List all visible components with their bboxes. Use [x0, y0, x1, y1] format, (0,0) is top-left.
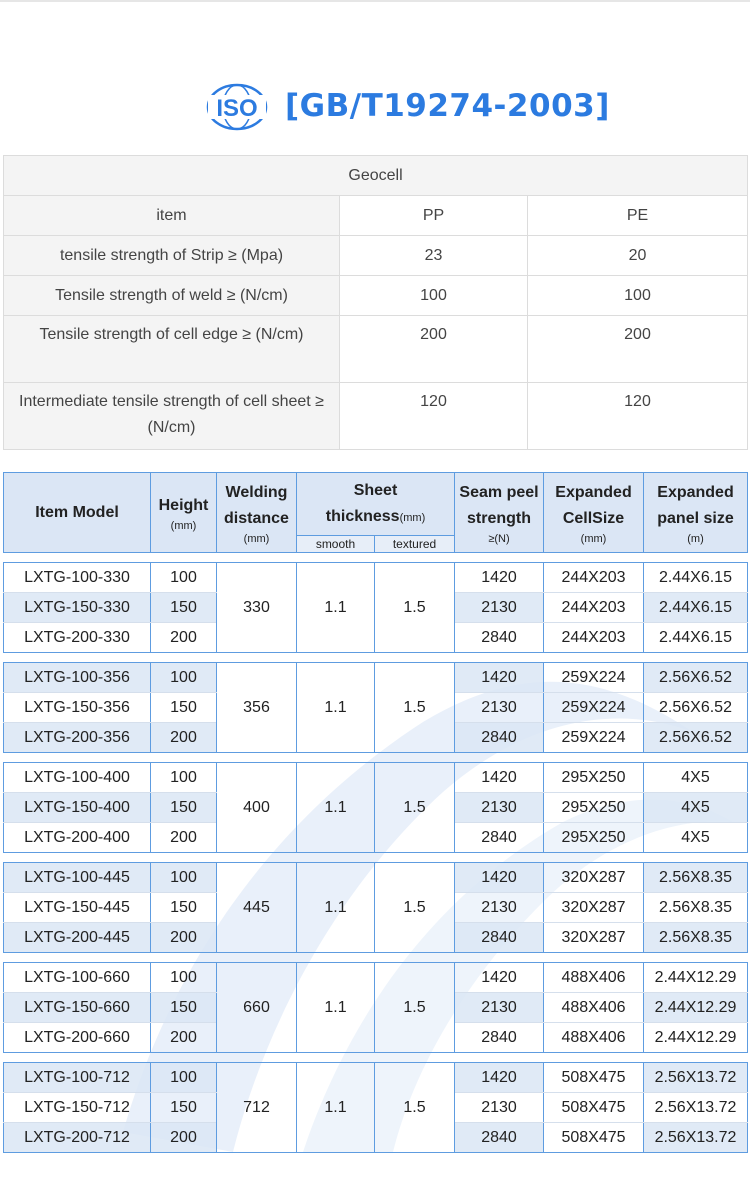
textured-cell: 1.5: [375, 1063, 455, 1153]
cellsize-cell: 295X250: [544, 763, 644, 793]
spec-item: Tensile strength of cell edge ≥ (N/cm): [4, 316, 340, 383]
header-welding-distance: Welding distance (mm): [217, 473, 297, 553]
standard-header: [0, 82, 750, 132]
spec-row: [4, 276, 748, 316]
height-cell: 200: [151, 923, 217, 953]
cellsize-cell: 488X406: [544, 993, 644, 1023]
spec-item: Intermediate tensile strength of cell sheet ≥ (N/cm): [4, 383, 340, 450]
model-cell: LXTG-200-445: [4, 923, 151, 953]
cellsize-cell: 508X475: [544, 1063, 644, 1093]
spec-pe-value: 100: [528, 276, 748, 316]
spec-pe-value: 200: [528, 316, 748, 383]
model-cell: LXTG-200-660: [4, 1023, 151, 1053]
seam-cell: 2130: [455, 993, 544, 1023]
height-cell: 100: [151, 863, 217, 893]
panel-cell: 2.56X13.72: [644, 1063, 748, 1093]
seam-cell: 2840: [455, 623, 544, 653]
smooth-cell: 1.1: [297, 763, 375, 853]
model-cell: LXTG-100-400: [4, 763, 151, 793]
seam-cell: 2840: [455, 723, 544, 753]
textured-cell: 1.5: [375, 563, 455, 653]
cellsize-cell: 488X406: [544, 963, 644, 993]
table-row: [4, 563, 748, 593]
spec-col-pp: PP: [340, 196, 528, 236]
standard-title: [GB/T19274-2003]: [285, 88, 610, 124]
panel-cell: 2.44X6.15: [644, 563, 748, 593]
seam-cell: 2130: [455, 693, 544, 723]
cellsize-cell: 244X203: [544, 593, 644, 623]
model-cell: LXTG-100-712: [4, 1063, 151, 1093]
seam-cell: 2130: [455, 893, 544, 923]
seam-cell: 1420: [455, 563, 544, 593]
panel-cell: 2.56X8.35: [644, 923, 748, 953]
header-item-model: Item Model: [4, 473, 151, 553]
panel-cell: 2.44X12.29: [644, 993, 748, 1023]
spec-col-item: item: [4, 196, 340, 236]
panel-cell: 2.44X12.29: [644, 1023, 748, 1053]
model-cell: LXTG-100-445: [4, 863, 151, 893]
cellsize-cell: 488X406: [544, 1023, 644, 1053]
panel-cell: 2.44X6.15: [644, 623, 748, 653]
table-row: [4, 663, 748, 693]
cellsize-cell: 320X287: [544, 893, 644, 923]
height-cell: 150: [151, 893, 217, 923]
welding-cell: 712: [217, 1063, 297, 1153]
cellsize-cell: 508X475: [544, 1093, 644, 1123]
model-cell: LXTG-150-445: [4, 893, 151, 923]
header-height: Height (mm): [151, 473, 217, 553]
panel-cell: 4X5: [644, 763, 748, 793]
model-cell: LXTG-100-330: [4, 563, 151, 593]
height-cell: 150: [151, 1093, 217, 1123]
seam-cell: 1420: [455, 663, 544, 693]
welding-cell: 356: [217, 663, 297, 753]
model-cell: LXTG-100-356: [4, 663, 151, 693]
iso-logo-text: ISO: [216, 95, 258, 122]
spec-pe-value: 120: [528, 383, 748, 450]
height-cell: 100: [151, 663, 217, 693]
panel-cell: 2.44X12.29: [644, 963, 748, 993]
welding-cell: 445: [217, 863, 297, 953]
table-row: [4, 1063, 748, 1093]
height-cell: 100: [151, 1063, 217, 1093]
panel-cell: 4X5: [644, 793, 748, 823]
model-cell: LXTG-200-330: [4, 623, 151, 653]
smooth-cell: 1.1: [297, 963, 375, 1053]
seam-cell: 2840: [455, 1123, 544, 1153]
model-table-container: [3, 472, 747, 1152]
welding-cell: 330: [217, 563, 297, 653]
iso-logo: [204, 82, 270, 132]
spec-row: [4, 236, 748, 276]
model-table: [3, 472, 748, 1153]
top-divider: [0, 0, 750, 2]
height-cell: 100: [151, 563, 217, 593]
model-cell: LXTG-100-660: [4, 963, 151, 993]
model-cell: LXTG-150-330: [4, 593, 151, 623]
model-cell: LXTG-200-712: [4, 1123, 151, 1153]
spec-pe-value: 20: [528, 236, 748, 276]
seam-cell: 1420: [455, 763, 544, 793]
cellsize-cell: 508X475: [544, 1123, 644, 1153]
seam-cell: 2130: [455, 593, 544, 623]
spec-pp-value: 23: [340, 236, 528, 276]
cellsize-cell: 244X203: [544, 563, 644, 593]
seam-cell: 2130: [455, 793, 544, 823]
height-cell: 150: [151, 593, 217, 623]
height-cell: 100: [151, 763, 217, 793]
textured-cell: 1.5: [375, 763, 455, 853]
model-cell: LXTG-150-660: [4, 993, 151, 1023]
table-row: [4, 863, 748, 893]
model-cell: LXTG-200-356: [4, 723, 151, 753]
smooth-cell: 1.1: [297, 663, 375, 753]
header-expanded-panel: Expanded panel size (m): [644, 473, 748, 553]
panel-cell: 2.56X8.35: [644, 863, 748, 893]
cellsize-cell: 244X203: [544, 623, 644, 653]
model-cell: LXTG-200-400: [4, 823, 151, 853]
height-cell: 200: [151, 1123, 217, 1153]
panel-cell: 2.44X6.15: [644, 593, 748, 623]
height-cell: 200: [151, 823, 217, 853]
spec-pp-value: 200: [340, 316, 528, 383]
cellsize-cell: 259X224: [544, 663, 644, 693]
height-cell: 100: [151, 963, 217, 993]
seam-cell: 2840: [455, 1023, 544, 1053]
smooth-cell: 1.1: [297, 563, 375, 653]
seam-cell: 2840: [455, 823, 544, 853]
spec-col-pe: PE: [528, 196, 748, 236]
panel-cell: 2.56X6.52: [644, 723, 748, 753]
header-seam-peel: Seam peel strength ≥(N): [455, 473, 544, 553]
header-textured: textured: [375, 536, 455, 553]
panel-cell: 2.56X6.52: [644, 663, 748, 693]
height-cell: 150: [151, 993, 217, 1023]
seam-cell: 2130: [455, 1093, 544, 1123]
table-row: [4, 763, 748, 793]
spec-pp-value: 120: [340, 383, 528, 450]
spec-item: Tensile strength of weld ≥ (N/cm): [4, 276, 340, 316]
cellsize-cell: 259X224: [544, 693, 644, 723]
welding-cell: 660: [217, 963, 297, 1053]
spec-row: [4, 316, 748, 383]
panel-cell: 2.56X13.72: [644, 1093, 748, 1123]
cellsize-cell: 295X250: [544, 823, 644, 853]
spec-row: [4, 383, 748, 450]
height-cell: 150: [151, 793, 217, 823]
panel-cell: 2.56X6.52: [644, 693, 748, 723]
header-expanded-cellsize: Expanded CellSize (mm): [544, 473, 644, 553]
textured-cell: 1.5: [375, 663, 455, 753]
seam-cell: 1420: [455, 863, 544, 893]
panel-cell: 2.56X13.72: [644, 1123, 748, 1153]
seam-cell: 1420: [455, 1063, 544, 1093]
spec-item: tensile strength of Strip ≥ (Mpa): [4, 236, 340, 276]
cellsize-cell: 320X287: [544, 863, 644, 893]
cellsize-cell: 295X250: [544, 793, 644, 823]
height-cell: 200: [151, 623, 217, 653]
textured-cell: 1.5: [375, 863, 455, 953]
model-cell: LXTG-150-712: [4, 1093, 151, 1123]
panel-cell: 2.56X8.35: [644, 893, 748, 923]
textured-cell: 1.5: [375, 963, 455, 1053]
spec-table-title: Geocell: [4, 156, 748, 196]
smooth-cell: 1.1: [297, 1063, 375, 1153]
seam-cell: 1420: [455, 963, 544, 993]
welding-cell: 400: [217, 763, 297, 853]
header-sheet-thickness: Sheet thickness(mm): [297, 473, 455, 536]
geocell-spec-table: [3, 155, 748, 450]
model-cell: LXTG-150-356: [4, 693, 151, 723]
height-cell: 150: [151, 693, 217, 723]
cellsize-cell: 320X287: [544, 923, 644, 953]
model-cell: LXTG-150-400: [4, 793, 151, 823]
smooth-cell: 1.1: [297, 863, 375, 953]
cellsize-cell: 259X224: [544, 723, 644, 753]
table-row: [4, 963, 748, 993]
panel-cell: 4X5: [644, 823, 748, 853]
height-cell: 200: [151, 723, 217, 753]
header-smooth: smooth: [297, 536, 375, 553]
spec-pp-value: 100: [340, 276, 528, 316]
seam-cell: 2840: [455, 923, 544, 953]
height-cell: 200: [151, 1023, 217, 1053]
